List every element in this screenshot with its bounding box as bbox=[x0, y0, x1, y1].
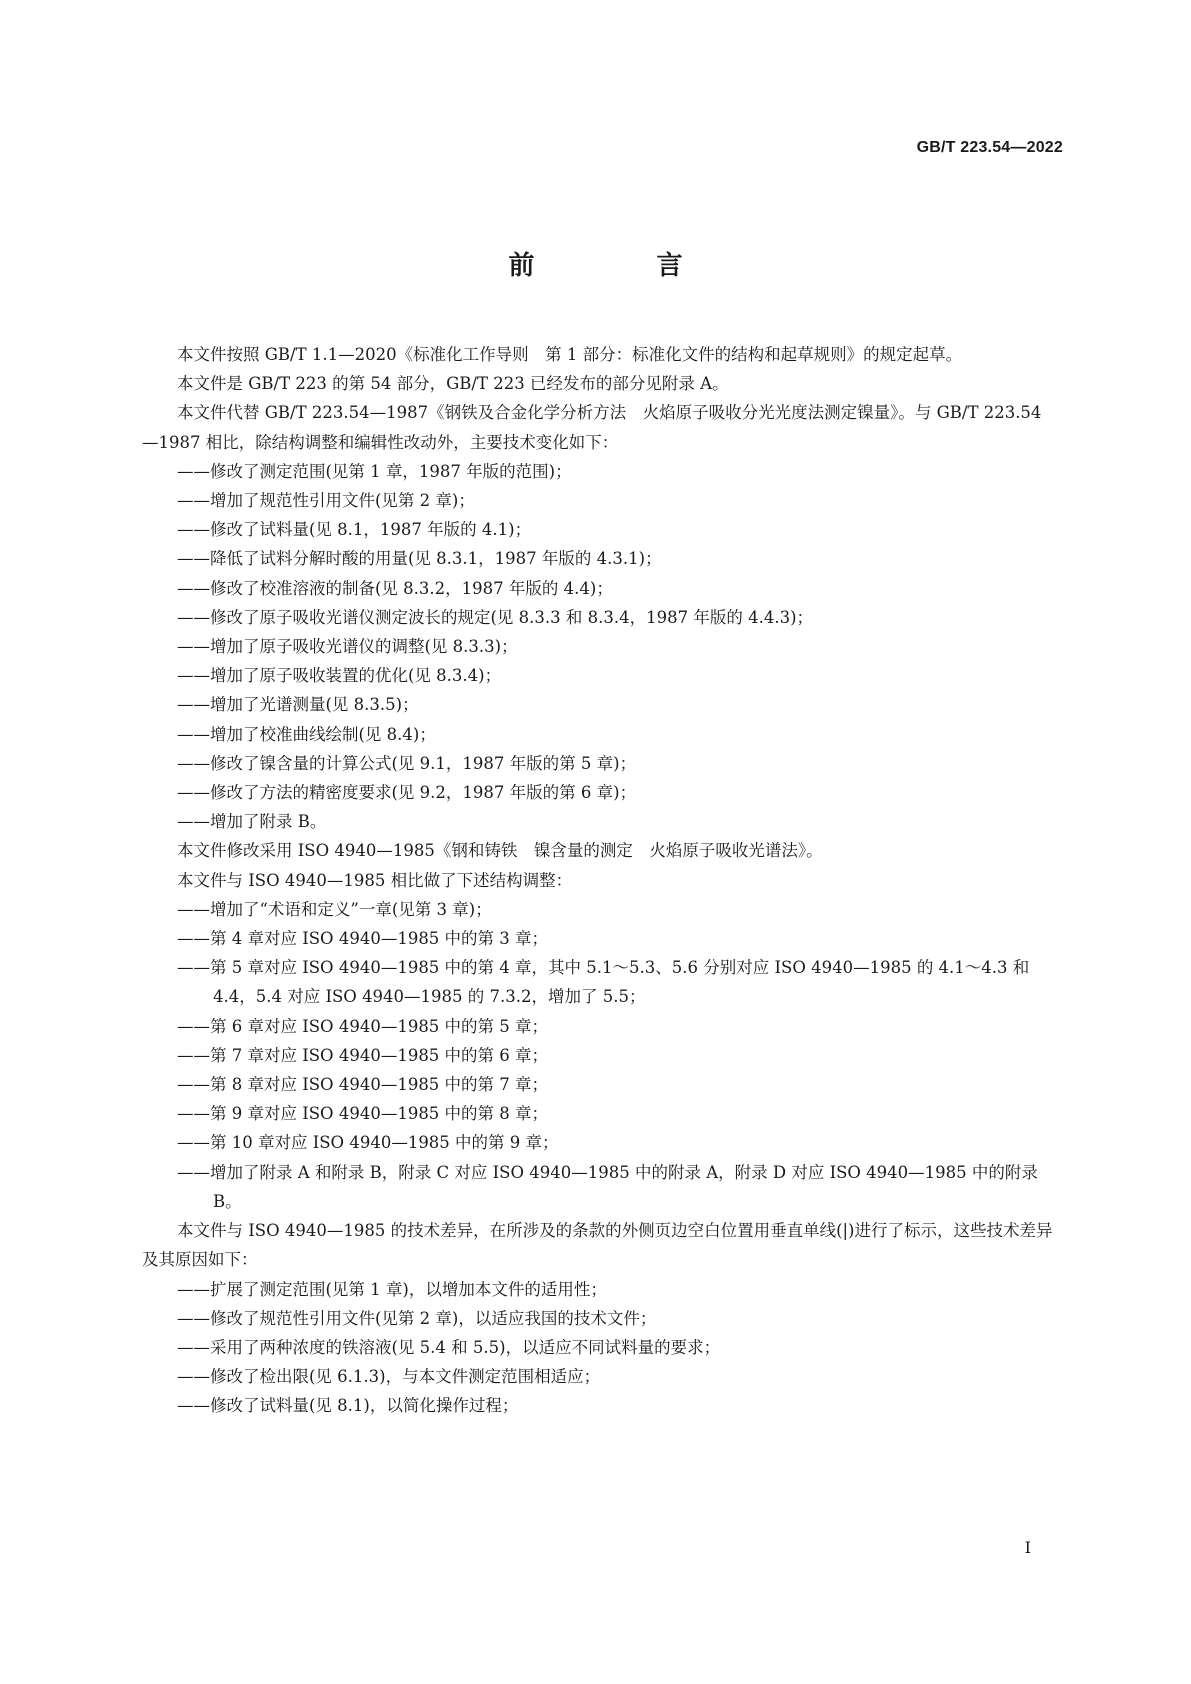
paragraph: 本文件与 ISO 4940—1985 相比做了下述结构调整： bbox=[177, 870, 573, 890]
document-body bbox=[142, 340, 1057, 1421]
paragraph: 本文件是 GB/T 223 的第 54 部分，GB/T 223 已经发布的部分见附录 A。 bbox=[177, 374, 729, 394]
list-item: ——采用了两种浓度的铁溶液(见 5.4 和 5.5)，以适应不同试料量的要求； bbox=[177, 1337, 721, 1357]
list-item: ——第 8 章对应 ISO 4940—1985 中的第 7 章； bbox=[177, 1075, 549, 1095]
paragraph: 本文件代替 GB/T 223.54—1987《钢铁及合金化学分析方法 火焰原子吸收分光光度法测定镍量》。与 GB/T 223.54—1987 相比，除结构调整和编辑性改动外，主要技术变化如下： bbox=[142, 403, 1042, 452]
list-item: ——增加了附录 B。 bbox=[177, 812, 327, 832]
list-item: ——修改了校准溶液的制备(见 8.3.2，1987 年版的 4.4)； bbox=[177, 578, 613, 598]
list-item: ——第 9 章对应 ISO 4940—1985 中的第 8 章； bbox=[177, 1104, 549, 1124]
list-item: ——修改了镍含量的计算公式(见 9.1，1987 年版的第 5 章)； bbox=[177, 753, 637, 773]
list-item: ——增加了附录 A 和附录 B，附录 C 对应 ISO 4940—1985 中的附录 A，附录 D 对应 ISO 4940—1985 中的附录 B。 bbox=[177, 1162, 1038, 1211]
page-number: I bbox=[1024, 1538, 1031, 1557]
list-item: ——修改了试料量(见 8.1，1987 年版的 4.1)； bbox=[177, 520, 532, 540]
list-item: ——增加了“术语和定义”一章(见第 3 章)； bbox=[177, 899, 492, 919]
list-item: ——第 4 章对应 ISO 4940—1985 中的第 3 章； bbox=[177, 929, 549, 949]
page-title: 前 言 bbox=[508, 251, 731, 281]
list-item: ——修改了检出限(见 6.1.3)，与本文件测定范围相适应； bbox=[177, 1367, 601, 1387]
list-item: ——增加了校准曲线绘制(见 8.4)； bbox=[177, 724, 436, 744]
list-item: ——增加了原子吸收装置的优化(见 8.3.4)； bbox=[177, 666, 502, 686]
standard-code: GB/T 223.54—2022 bbox=[916, 139, 1063, 156]
list-item: ——扩展了测定范围(见第 1 章)，以增加本文件的适用性； bbox=[177, 1279, 607, 1299]
list-item: ——修改了方法的精密度要求(见 9.2，1987 年版的第 6 章)； bbox=[177, 783, 637, 803]
list-item: ——第 6 章对应 ISO 4940—1985 中的第 5 章； bbox=[177, 1016, 549, 1036]
list-item: ——增加了规范性引用文件(见第 2 章)； bbox=[177, 491, 475, 511]
paragraph: 本文件修改采用 ISO 4940—1985《钢和铸铁 镍含量的测定 火焰原子吸收光谱法》。 bbox=[177, 841, 823, 861]
list-item: ——第 10 章对应 ISO 4940—1985 中的第 9 章； bbox=[177, 1133, 559, 1153]
list-item: ——修改了原子吸收光谱仪测定波长的规定(见 8.3.3 和 8.3.4，1987 年版的 4.4.3)； bbox=[177, 607, 814, 627]
list-item: ——第 7 章对应 ISO 4940—1985 中的第 6 章； bbox=[177, 1045, 549, 1065]
list-item: ——修改了规范性引用文件(见第 2 章)，以适应我国的技术文件； bbox=[177, 1308, 657, 1328]
list-item: ——降低了试料分解时酸的用量(见 8.3.1，1987 年版的 4.3.1)； bbox=[177, 549, 662, 569]
list-item: ——修改了测定范围(见第 1 章，1987 年版的范围)； bbox=[177, 461, 572, 481]
paragraph: 本文件与 ISO 4940—1985 的技术差异，在所涉及的条款的外侧页边空白位置用垂直单线(|)进行了标示，这些技术差异及其原因如下： bbox=[142, 1221, 1053, 1270]
list-item: ——修改了试料量(见 8.1)，以简化操作过程； bbox=[177, 1396, 519, 1416]
paragraph: 本文件按照 GB/T 1.1—2020《标准化工作导则 第 1 部分：标准化文件的结构和起草规则》的规定起草。 bbox=[177, 345, 963, 364]
list-item: ——增加了光谱测量(见 8.3.5)； bbox=[177, 695, 419, 715]
list-item: ——增加了原子吸收光谱仪的调整(见 8.3.3)； bbox=[177, 637, 518, 657]
list-item: ——第 5 章对应 ISO 4940—1985 中的第 4 章，其中 5.1～5.3、5.6 分别对应 ISO 4940—1985 的 4.1～4.3 和 4.4，5.4 对应 ISO 4940—1985 的 7.3.2，增加了 5.5； bbox=[177, 958, 1030, 1007]
